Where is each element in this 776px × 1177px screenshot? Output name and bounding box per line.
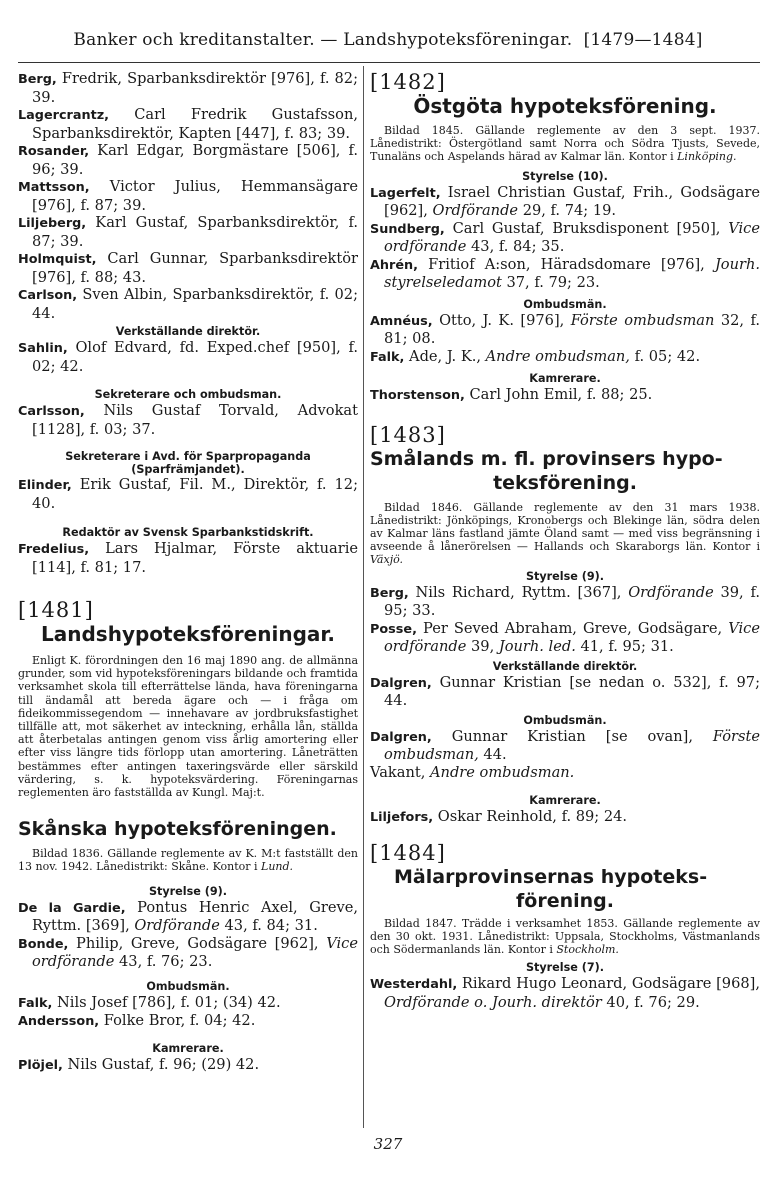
header-dash: — (320, 30, 338, 50)
section-heading: Styrelse (9). (525, 569, 605, 583)
section-number: [1481] (18, 598, 94, 622)
section-heading: (Sparfrämjandet). (131, 463, 245, 476)
header-rule (18, 62, 760, 63)
entry: Sahlin, Olof Edvard, fd. Exped.chef [950], f. 02; 42. (18, 339, 358, 375)
entry: Liljefors, Oskar Reinhold, f. 89; 24. (370, 808, 628, 826)
board-list (18, 70, 358, 322)
right-column (370, 70, 760, 1011)
left-column (18, 70, 358, 1074)
section-heading: Kamrerare. (529, 372, 601, 386)
section-title: teksförening. (493, 471, 637, 494)
entry: Vakant, Andre ombudsman. (370, 763, 575, 781)
section-heading: Styrelse (9). (148, 884, 228, 898)
section-number: [1482] (370, 70, 446, 94)
entry: Dalgren, Gunnar Kristian [se nedan o. 532], f. 97; 44. (370, 673, 760, 710)
section-title: Mälarprovinsernas hypoteks- (394, 865, 708, 888)
entry: Berg, Fredrik, Sparbanksdirektör [976], f. 82; 39. (18, 70, 358, 106)
entry: Bonde, Philip, Greve, Godsägare [962], Vice ordförande 43, f. 76; 23. (18, 934, 358, 971)
entry: Dalgren, Gunnar Kristian [se ovan], Förste ombudsman, 44. (370, 727, 760, 764)
section-heading: Styrelse (10). (522, 169, 608, 183)
column-divider (363, 66, 364, 1128)
section-title: Landshypoteksföreningar. (41, 622, 335, 646)
section-heading: Kamrerare. (529, 794, 601, 808)
section-body: Bildad 1845. Gällande reglemente av den 3 sept. 1937. Lånedistrikt: Östergötland samt Norra och Södra Tjusts, Sevede, Tunaläns och Aspelands härad av Kalmar län. Kontor i Linköping. (370, 124, 760, 164)
section-heading: Verkställande direktör. (492, 659, 638, 673)
entry: Ahrén, Fritiof A:son, Häradsdomare [976], Jourh. styrelseledamot 37, f. 79; 23. (370, 255, 760, 292)
section-number: [1484] (370, 840, 446, 865)
entry: Berg, Nils Richard, Ryttm. [367], Ordförande 39, f. 95; 33. (370, 583, 760, 620)
entry: Falk, Ade, J. K., Andre ombudsman, f. 05; 42. (370, 347, 701, 365)
entry: Sundberg, Carl Gustaf, Bruksdisponent [950], Vice ordförande 43, f. 84; 35. (370, 219, 760, 256)
entry: Rosander, Karl Edgar, Borgmästare [506], f. 96; 39. (18, 142, 358, 178)
section-heading: Kamrerare. (152, 1041, 224, 1055)
header-left: Banker och kreditanstalter. (73, 30, 315, 50)
entry: Lagerfelt, Israel Christian Gustaf, Frih., Godsägare [962], Ordförande 29, f. 74; 19. (370, 183, 760, 220)
section-body: Bildad 1847. Trädde i verksamhet 1853. Gällande reglemente av den 30 okt. 1931. Lånedistrikt: Uppsala, Stockholms, Västmanlands och Södermanlands län. Kontor i Stockholm. (370, 916, 760, 957)
entry: De la Gardie, Pontus Henric Axel, Greve, Ryttm. [369], Ordförande 43, f. 84; 31. (18, 898, 358, 935)
entry: Amnéus, Otto, J. K. [976], Förste ombudsman 32, f. 81; 08. (370, 311, 760, 348)
entry: Plöjel, Nils Gustaf, f. 96; (29) 42. (18, 1055, 260, 1073)
entry: Fredelius, Lars Hjalmar, Förste aktuarie [114], f. 81; 17. (18, 540, 358, 576)
section-title: Smålands m. fl. provinsers hypo- (370, 447, 723, 470)
entry: Falk, Nils Josef [786], f. 01; (34) 42. (18, 993, 281, 1011)
entry: Posse, Per Seved Abraham, Greve, Godsägare, Vice ordförande 39, Jourh. led. 41, f. 95; 31. (370, 619, 760, 656)
running-header (0, 30, 776, 50)
section-body: Enligt K. förordningen den 16 maj 1890 ang. de allmänna grunder, som vid hypoteksföreningars bildande och framtida verksamhet skola till efterrättelse lända, hava föreningarna till ändamål att bereda ägare och — i fråga om fideikommissegendom — innehavare av jordbruksfastighet tillfälle att, mot säkerhet av inteckning, erhålla lån, ställda att återbetalas antingen genom viss årlig amortering eller efter viss längre tids förlopp utan amortering. Låneträtten bestämmes efter antingen taxeringsvärde eller särskild värdering, s. k. hypoteksvärdering. Föreningarnas reglementen äro fastställda av Kungl. Maj:t. (18, 654, 358, 800)
section-heading: Redaktör av Svensk Sparbankstidskrift. (62, 526, 314, 539)
section-heading: Verkställande direktör. (115, 325, 261, 338)
entry: Holmquist, Carl Gunnar, Sparbanksdirektör [976], f. 88; 43. (18, 250, 358, 286)
entry: Thorstenson, Carl John Emil, f. 88; 25. (370, 386, 653, 404)
section-title: Skånska hypoteksföreningen. (18, 818, 337, 841)
header-right: Landshypoteksföreningar. (343, 30, 573, 50)
header-range: [1479—1484] (583, 30, 703, 50)
entry: Westerdahl, Rikard Hugo Leonard, Godsägare [968], Ordförande o. Jourh. direktör 40, f. 76; 29. (370, 975, 760, 1011)
section-heading: Sekreterare och ombudsman. (94, 388, 282, 401)
section-body: Bildad 1836. Gällande reglemente av K. M:t fastställt den 13 nov. 1942. Lånedistrikt: Skåne. Kontor i Lund. (18, 847, 358, 874)
section-heading: Ombudsmän. (523, 297, 607, 311)
entry: Lagercrantz, Carl Fredrik Gustafsson, Sparbanksdirektör, Kapten [447], f. 83; 39. (18, 106, 358, 142)
section-heading: Ombudsmän. (523, 713, 607, 727)
section-heading: Ombudsmän. (146, 979, 230, 993)
section-title: förening. (516, 889, 614, 912)
entry: Mattsson, Victor Julius, Hemmansägare [976], f. 87; 39. (18, 178, 358, 214)
section-heading: Styrelse (7). (525, 961, 605, 975)
section-body: Bildad 1846. Gällande reglemente av den 31 mars 1938. Lånedistrikt: Jönköpings, Kronobergs och Blekinge län, södra delen av Kalmar läns fastland jämte Öland samt — med viss begränsning i avseende å lånerörelsen — Hallands och Skaraborgs län. Kontor i Växjö. (370, 500, 760, 567)
entry: Elinder, Erik Gustaf, Fil. M., Direktör, f. 12; 40. (18, 476, 358, 512)
entry: Liljeberg, Karl Gustaf, Sparbanksdirektör, f. 87; 39. (18, 214, 358, 250)
entry: Andersson, Folke Bror, f. 04; 42. (18, 1012, 256, 1030)
entry: Carlsson, Nils Gustaf Torvald, Advokat [1128], f. 03; 37. (18, 402, 358, 438)
entry: Carlson, Sven Albin, Sparbanksdirektör, f. 02; 44. (18, 286, 358, 322)
section-number: [1483] (370, 422, 446, 447)
section-title: Östgöta hypoteksförening. (413, 94, 717, 118)
page-number: 327 (373, 1135, 403, 1153)
section-heading: Sekreterare i Avd. för Sparpropaganda (65, 450, 311, 463)
